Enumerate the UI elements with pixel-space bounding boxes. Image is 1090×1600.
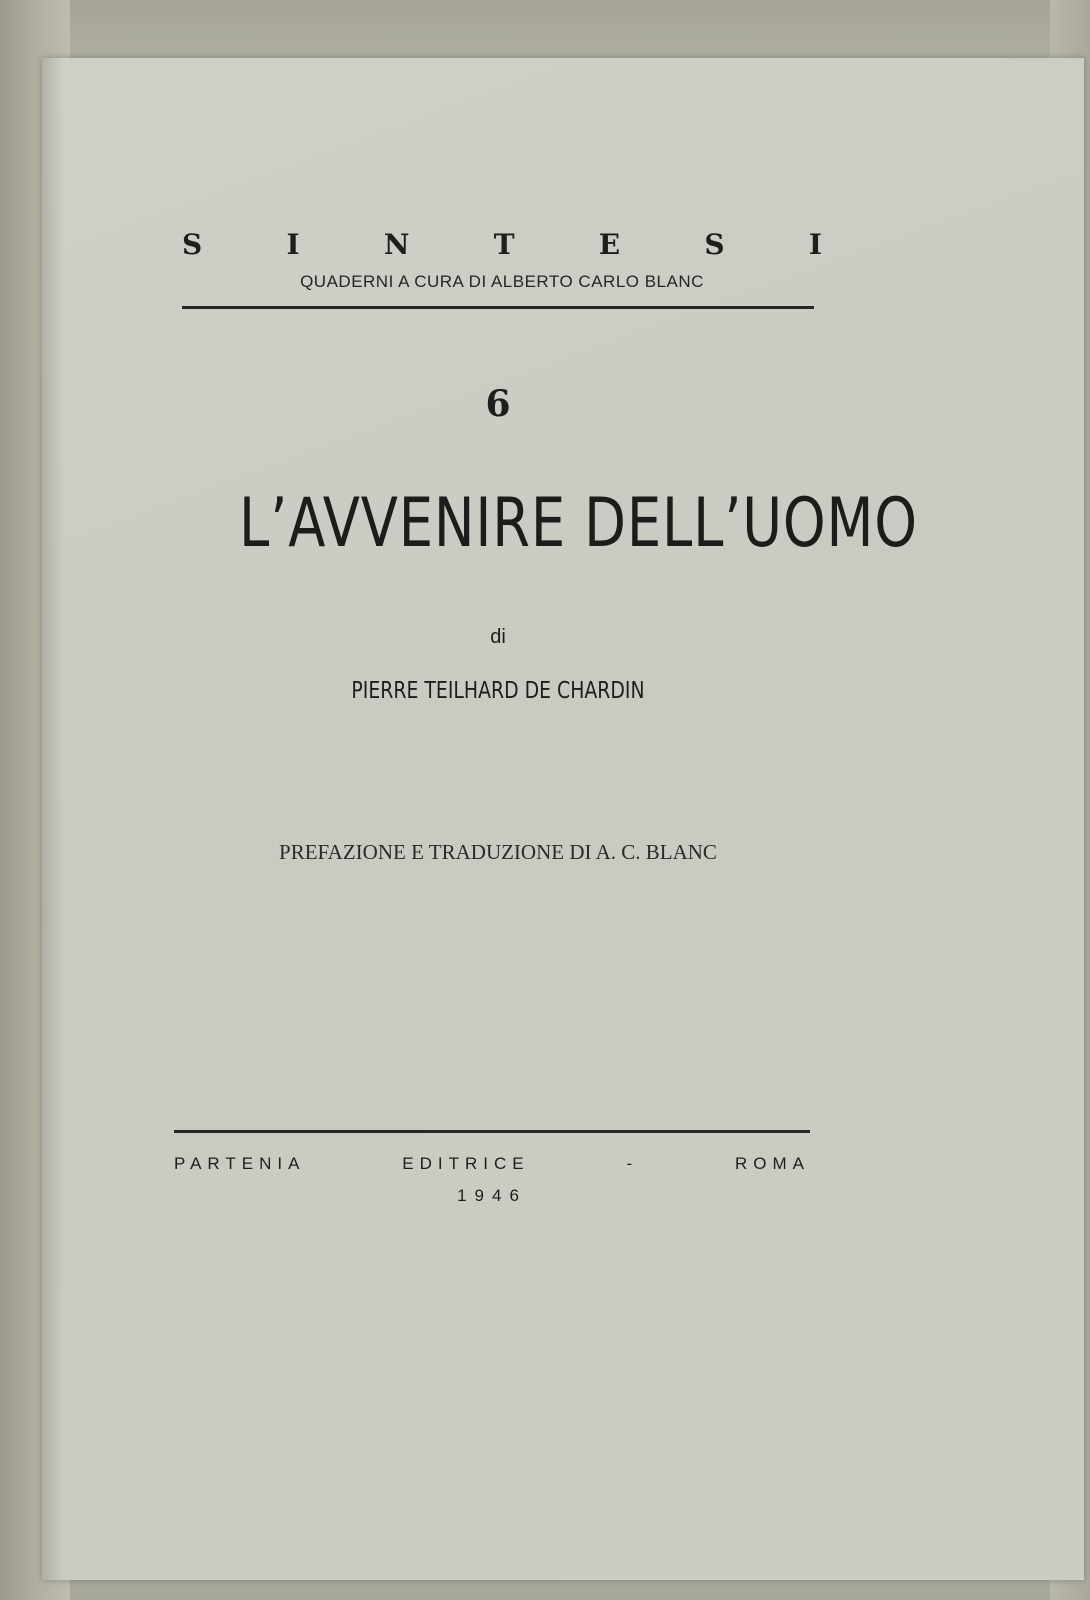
publisher-name: PARTENIA (174, 1154, 306, 1173)
title-page (42, 58, 1084, 1580)
author-name: PIERRE TEILHARD DE CHARDIN (351, 678, 645, 704)
series-letter: I (808, 228, 822, 261)
series-letter: S (182, 228, 203, 261)
series-letter: S (704, 228, 725, 261)
series-name (182, 228, 822, 261)
series-editor-line: QUADERNI A CURA DI ALBERTO CARLO BLANC (300, 272, 704, 291)
by-word: di (490, 626, 506, 648)
publisher-line (174, 1154, 810, 1174)
publisher-city: ROMA (735, 1154, 810, 1173)
volume-number: 6 (485, 383, 511, 425)
book-title: L’AVVENIRE DELL’UOMO (239, 484, 918, 563)
preface-translation-line: PREFAZIONE E TRADUZIONE DI A. C. BLANC (279, 840, 717, 864)
publisher-dash: - (626, 1154, 639, 1173)
publisher-type: EDITRICE (402, 1154, 530, 1173)
spine-shadow (42, 58, 64, 1580)
series-letter: I (286, 228, 300, 261)
bottom-rule (174, 1130, 810, 1133)
series-letter: E (598, 228, 621, 261)
top-rule (182, 306, 814, 309)
series-letter: T (493, 228, 515, 261)
publication-year: 1946 (457, 1186, 527, 1205)
series-letter: N (383, 228, 410, 261)
